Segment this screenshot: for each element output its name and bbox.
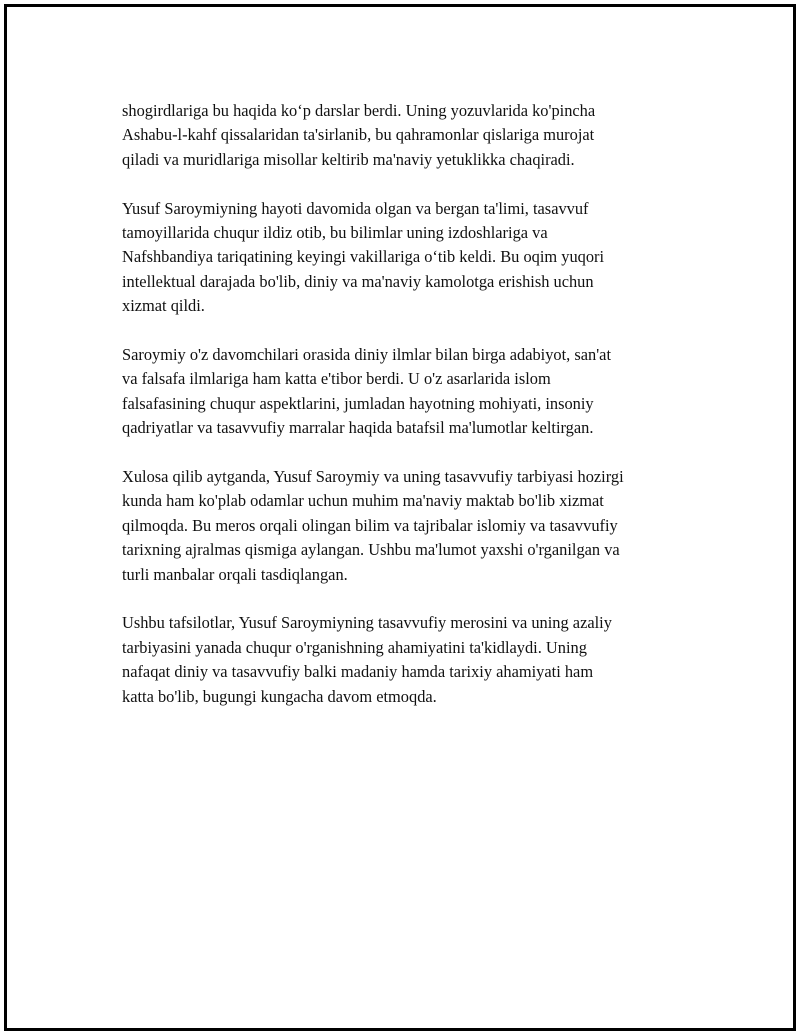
paragraph-2: Yusuf Saroymiyning hayoti davomida olgan va bergan ta'limi, tasavvuf tamoyillarida chuqur ildiz otib, bu bilimlar uning izdoshlariga va Nafshbandiya tariqatining keyingi vakillariga o‘tib keldi. Bu oqim yuqori intellektual darajada bo'lib, diniy va ma'naviy kamolotga erishish uchun xizmat qildi. bbox=[122, 198, 605, 316]
paragraph-1: shogirdlariga bu haqida ko‘p darslar berdi. Uning yozuvlarida ko'pincha Ashabu-l-kahf qissalaridan ta'sirlanib, bu qahramonlar qislariga murojat qiladi va muridlariga misollar keltirib ma'naviy yetuklikka chaqiradi. bbox=[122, 101, 596, 169]
paragraph-4: Xulosa qilib aytganda, Yusuf Saroymiy va uning tasavvufiy tarbiyasi hozirgi kunda ham ko'plab odamlar uchun muhim ma'naviy maktab bo'lib xizmat qilmoqda. Bu meros orqali olingan bilim va tajribalar islomiy va tasavvufiy tarixning ajralmas qismiga aylangan. Ushbu ma'lumot yaxshi o'rganilgan va turli manbalar orqali tasdiqlangan. bbox=[122, 467, 624, 584]
paragraph-3: Saroymiy o'z davomchilari orasida diniy ilmlar bilan birga adabiyot, san'at va falsafa ilmlariga ham katta e'tibor berdi. U o'z asarlarida islom falsafasining chuqur aspektlarini, jumladan hayotning mohiyati, insoniy qadriyatlar va tasavvufiy marralar haqida batafsil ma'lumotlar keltirgan. bbox=[122, 345, 612, 438]
document-body bbox=[122, 99, 702, 733]
page-frame bbox=[4, 4, 796, 1031]
paragraph-5: Ushbu tafsilotlar, Yusuf Saroymiyning tasavvufiy merosini va uning azaliy tarbiyasini yanada chuqur o'rganishning ahamiyatini ta'kidlaydi. Uning nafaqat diniy va tasavvufiy balki madaniy hamda tarixiy ahamiyati ham katta bo'lib, bugungi kungacha davom etmoqda. bbox=[122, 613, 612, 706]
